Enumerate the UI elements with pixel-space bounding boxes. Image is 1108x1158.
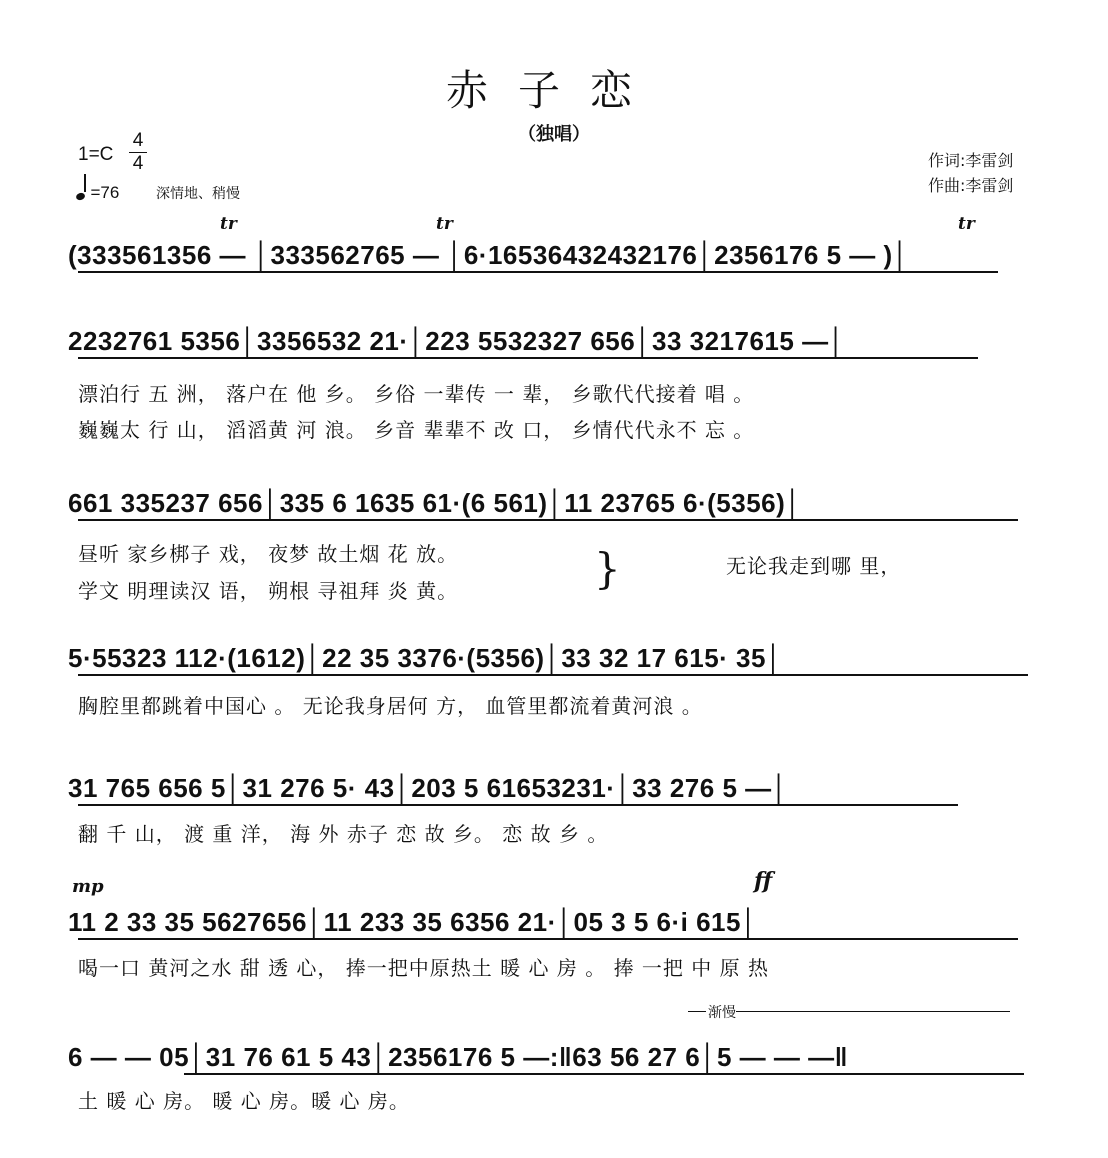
lyricist: 作词:李雷剑	[928, 151, 1014, 170]
notation-line-2: 2232761 5356│3356532 21·│223 5532327 656│33 3217615 —│	[68, 326, 846, 356]
verse-brace: }	[594, 544, 621, 593]
key-signature: 1=C	[78, 144, 114, 165]
beam-underline	[78, 674, 1028, 676]
notation-line-4: 5·55323 112·(1612)│22 35 3376·(5356)│33 32 17 615· 35│	[68, 643, 783, 673]
beam-underline	[78, 804, 958, 806]
beam-underline	[78, 519, 1018, 521]
time-signature-bottom: 4	[132, 153, 144, 174]
beam-underline	[184, 1073, 1024, 1075]
lyric-line-6: 喝一口 黄河之水 甜 透 心， 捧一把中原热土 暖 心 房 。 捧 一把 中 原 热	[78, 956, 770, 980]
quarter-note-icon	[75, 192, 86, 202]
expression-marking: 深情地、稍慢	[156, 186, 240, 202]
trill-mark: tr	[436, 214, 453, 234]
ritardando-line	[736, 1011, 1010, 1012]
notation-line-5: 31 765 656 5│31 276 5· 43│203 5 61653231·│33 276 5 —│	[68, 773, 789, 803]
lyric-line-3-verse-1: 昼听 家乡梆子 戏， 夜梦 故土烟 花 放。	[78, 542, 459, 566]
lyric-line-4: 胸腔里都跳着中国心 。 无论我身居何 方， 血管里都流着黄河浪 。	[78, 694, 703, 718]
trill-mark: tr	[958, 214, 975, 234]
lyric-line-2-verse-1: 漂泊行 五 洲， 落户在 他 乡。 乡俗 一辈传 一 辈， 乡歌代代接着 唱 。	[78, 382, 755, 406]
lyric-line-2-verse-2: 巍巍太 行 山， 滔滔黄 河 浪。 乡音 辈辈不 改 口， 乡情代代永不 忘 。	[78, 418, 755, 442]
ritardando-line	[688, 1011, 706, 1012]
time-signature	[128, 130, 148, 175]
trill-mark: tr	[220, 214, 237, 234]
notation-line-6: 11 2 33 35 5627656│11 233 35 6356 21·│05 3 5 6·i 615│	[68, 907, 758, 937]
lyric-line-3-aside: 无论我走到哪 里，	[726, 554, 902, 578]
tempo-marking	[76, 180, 119, 203]
lyric-line-3-verse-2: 学文 明理读汉 语， 朔根 寻祖拜 炎 黄。	[78, 579, 459, 603]
beam-underline	[78, 357, 978, 359]
notation-line-1: (333561356 — │333562765 — │6·16536432432176│2356176 5 — )│	[68, 240, 910, 270]
lyric-line-7: 土 暖 心 房。 暖 心 房。暖 心 房。	[78, 1089, 410, 1113]
beam-underline	[78, 271, 998, 273]
credits	[928, 148, 1013, 198]
time-signature-top: 4	[132, 130, 144, 151]
lyric-line-5: 翻 千 山， 渡 重 洋， 海 外 赤子 恋 故 乡。 恋 故 乡 。	[78, 822, 609, 846]
notation-line-7: 6 — — 05│31 76 61 5 43│2356176 5 —:‖63 56 27 6│5 — — —‖	[68, 1042, 849, 1072]
tempo-value: =76	[90, 183, 120, 202]
song-title: 赤子恋	[445, 66, 662, 115]
beam-underline	[78, 938, 1018, 940]
composer: 作曲:李雷剑	[928, 176, 1014, 195]
notation-line-3: 661 335237 656│335 6 1635 61·(6 561)│11 23765 6·(5356)│	[68, 488, 803, 518]
dynamic-mp: mp	[72, 876, 104, 897]
dynamic-ff: ff	[754, 868, 773, 894]
performance-type: （独唱）	[518, 124, 590, 145]
ritardando-marking: 渐慢	[708, 1005, 736, 1021]
note-stem	[84, 174, 86, 192]
